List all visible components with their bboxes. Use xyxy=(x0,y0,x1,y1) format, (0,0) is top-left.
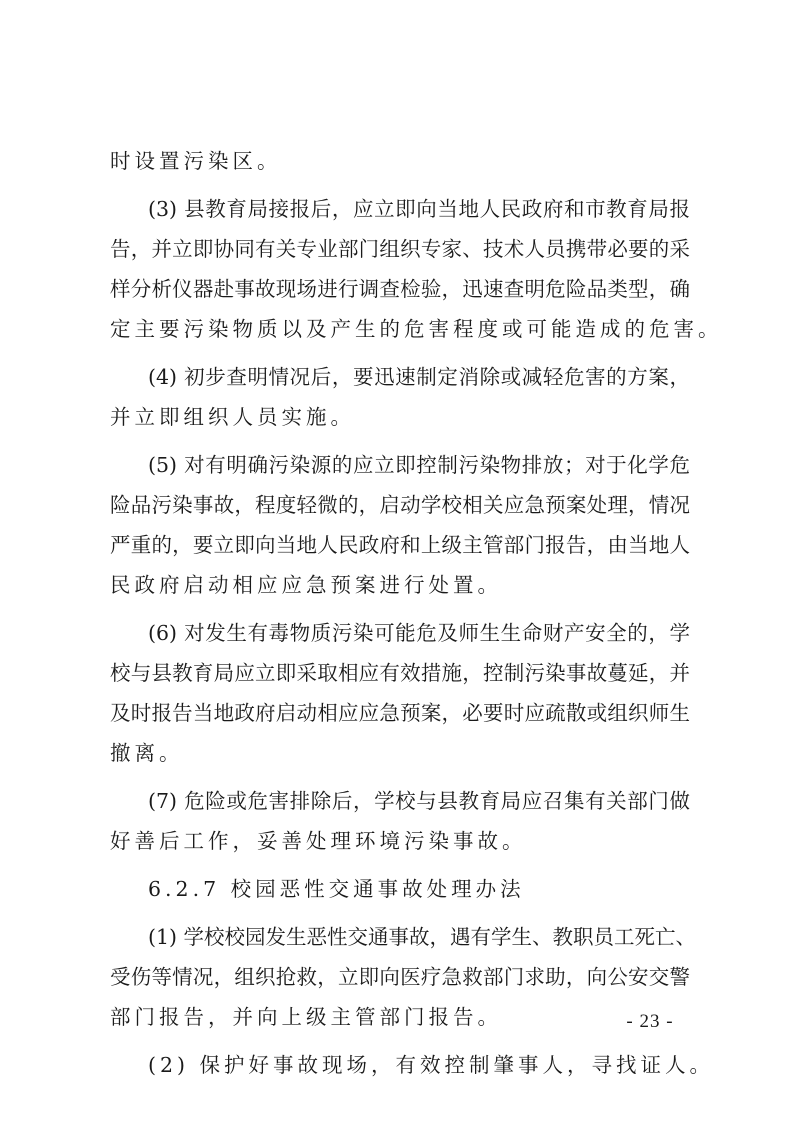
page-number: - 23 - xyxy=(626,1011,674,1032)
text-line: 时设置污染区。 xyxy=(110,149,282,173)
text-line: (1) 学校校园发生恶性交通事故，遇有学生、教职员工死亡、 xyxy=(148,925,697,949)
text-line: 并立即组织人员实施。 xyxy=(110,405,355,429)
text-line: (2) 保护好事故现场，有效控制肇事人，寻找证人。 xyxy=(148,1053,715,1077)
text-line: 严重的，要立即向当地人民政府和上级主管部门报告，由当地人 xyxy=(110,533,690,557)
text-line: 部门报告，并向上级主管部门报告。 xyxy=(110,1005,502,1029)
text-line: (3) 县教育局接报后，应立即向当地人民政府和市教育局报 xyxy=(148,197,690,221)
text-line: 民政府启动相应应急预案进行处置。 xyxy=(110,573,502,597)
text-line: 撤离。 xyxy=(110,741,184,765)
section-heading: 6.2.7 校园恶性交通事故处理办法 xyxy=(148,877,525,901)
text-line: 受伤等情况，组织抢救，立即向医疗急救部门求助，向公安交警 xyxy=(110,965,690,989)
text-line: (6) 对发生有毒物质污染可能危及师生生命财产安全的，学 xyxy=(148,621,690,645)
text-line: 样分析仪器赴事故现场进行调查检验，迅速查明危险品类型，确 xyxy=(110,277,690,301)
text-line: 告，并立即协同有关专业部门组织专家、技术人员携带必要的采 xyxy=(110,237,690,261)
text-line: 及时报告当地政府启动相应应急预案，必要时应疏散或组织师生 xyxy=(110,701,690,725)
text-line: (7) 危险或危害排除后，学校与县教育局应召集有关部门做 xyxy=(148,789,690,813)
document-body xyxy=(110,141,723,1085)
text-line: 险品污染事故，程度轻微的，启动学校相关应急预案处理，情况 xyxy=(110,493,690,517)
text-line: (4) 初步查明情况后，要迅速制定消除或减轻危害的方案， xyxy=(148,365,690,389)
text-line: 校与县教育局应立即采取相应有效措施，控制污染事故蔓延，并 xyxy=(110,661,690,685)
text-line: 好善后工作，妥善处理环境污染事故。 xyxy=(110,829,527,853)
text-line: 定主要污染物质以及产生的危害程度或可能造成的危害。 xyxy=(110,317,723,341)
text-line: (5) 对有明确污染源的应立即控制污染物排放；对于化学危 xyxy=(148,453,690,477)
